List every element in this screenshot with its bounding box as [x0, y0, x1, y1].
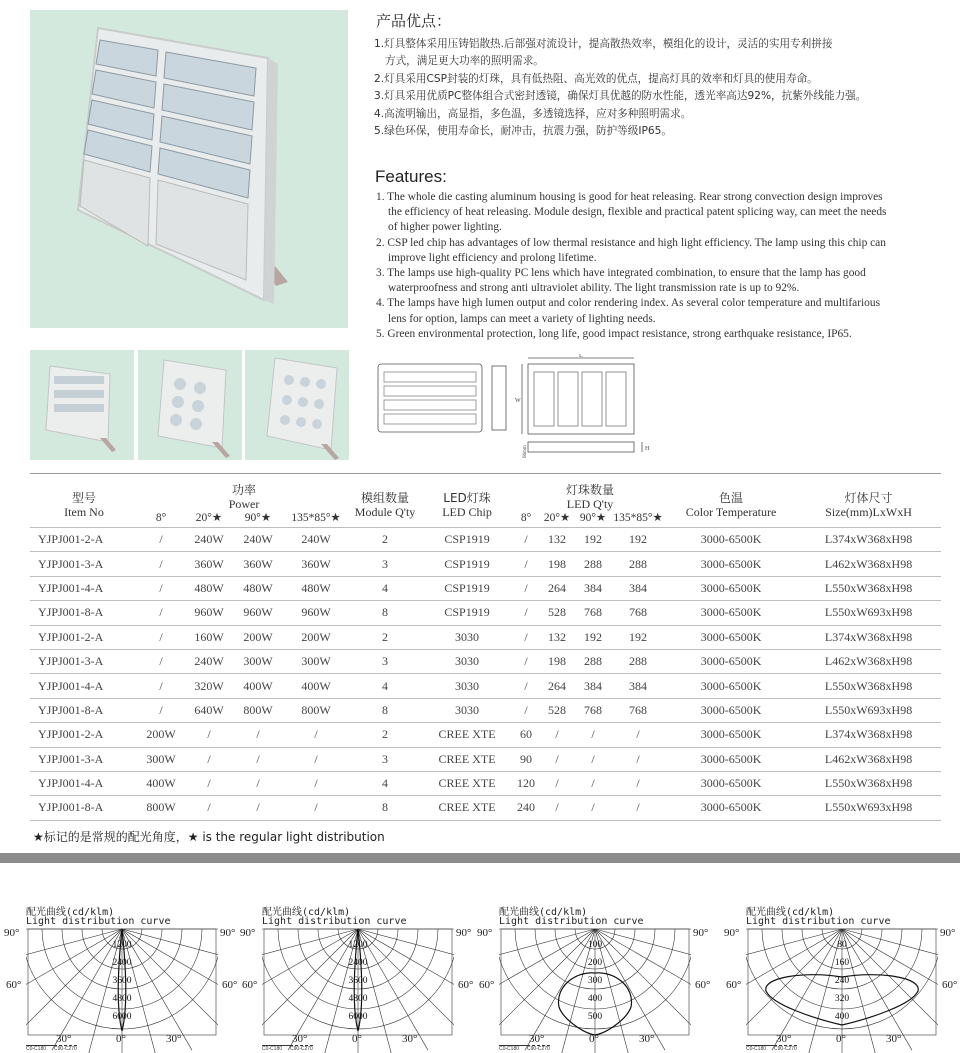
- table-cell: CSP1919: [420, 601, 514, 625]
- table-cell: 4: [350, 771, 420, 795]
- advantage-item: 3.灯具采用优质PC整体组合式密封透镜，确保灯具优越的防水性能，透光率高达92%，抗紫外线能力强。: [374, 90, 867, 103]
- table-cell: 3030: [420, 625, 514, 649]
- table-cell: /: [282, 771, 350, 795]
- length-label: L: [579, 354, 583, 359]
- table-cell: 4: [350, 576, 420, 600]
- table-cell: 3000-6500K: [666, 552, 796, 576]
- table-cell: /: [576, 771, 610, 795]
- table-row: [30, 747, 941, 771]
- table-cell: 3030: [420, 674, 514, 698]
- scale-label: 100: [587, 940, 603, 950]
- table-cell: YJPJ001-4-A: [30, 771, 138, 795]
- table-cell: YJPJ001-8-A: [30, 698, 138, 722]
- angle-label: 90°: [456, 927, 472, 939]
- table-cell: 3: [350, 552, 420, 576]
- scale-label: 500: [587, 1012, 603, 1022]
- table-cell: 3030: [420, 698, 514, 722]
- features-list: [376, 190, 946, 342]
- angle-label: 60°: [726, 979, 742, 991]
- legend-c0-c180: C0-C180: [26, 1045, 54, 1052]
- advantages-title: 产品优点：: [376, 12, 452, 30]
- table-cell: 3000-6500K: [666, 747, 796, 771]
- table-row: [30, 601, 941, 625]
- feature-item: 5. Green environmental protection, long life, good impact resistance, strong earthquake resistance, IP65.: [376, 327, 852, 340]
- header-module-qty: 模组数量 Module Q'ty: [354, 491, 416, 519]
- curve-title-cn: 配光曲线(cd/klm): [26, 907, 115, 918]
- table-cell: /: [234, 771, 282, 795]
- angle-label: 30°: [292, 1033, 308, 1045]
- table-cell: /: [138, 601, 184, 625]
- legend-c90-c270: C90-C270: [54, 1046, 77, 1052]
- table-cell: /: [610, 723, 666, 747]
- table-cell: 800W: [234, 698, 282, 722]
- table-cell: /: [514, 698, 538, 722]
- table-cell: /: [282, 796, 350, 820]
- table-cell: /: [138, 528, 184, 552]
- table-cell: 384: [576, 674, 610, 698]
- feature-item-continued: improve light efficiency and prolong lifetime.: [388, 251, 597, 264]
- angle-label: 60°: [942, 979, 958, 991]
- angle-label: 30°: [402, 1033, 418, 1045]
- table-cell: CREE XTE: [420, 723, 514, 747]
- table-cell: 2: [350, 723, 420, 747]
- floodlight-illustration: [30, 10, 348, 328]
- table-cell: YJPJ001-2-A: [30, 723, 138, 747]
- table-cell: L462xW368xH98: [796, 747, 941, 771]
- curve-legend: [26, 1046, 77, 1052]
- angle-label: 60°: [6, 979, 22, 991]
- table-row: [30, 674, 941, 698]
- product-thumbnail[interactable]: [30, 350, 134, 460]
- table-cell: CSP1919: [420, 576, 514, 600]
- section-divider: [0, 853, 960, 863]
- advantage-item: 1.灯具整体采用压铸铝散热.后部强对流设计，提高散热效率，模组化的设计，灵活的实用专利拼接: [374, 38, 833, 50]
- table-row: [30, 796, 941, 820]
- table-cell: 3000-6500K: [666, 528, 796, 552]
- table-cell: /: [514, 625, 538, 649]
- table-cell: 480W: [282, 576, 350, 600]
- table-cell: L374xW368xH98: [796, 625, 941, 649]
- table-cell: L374xW368xH98: [796, 723, 941, 747]
- angle-label: 30°: [639, 1033, 655, 1045]
- table-cell: CSP1919: [420, 552, 514, 576]
- table-cell: /: [234, 723, 282, 747]
- table-cell: 288: [576, 649, 610, 673]
- table-cell: /: [138, 674, 184, 698]
- scale-label: 300: [587, 976, 603, 986]
- table-cell: 198: [538, 552, 576, 576]
- table-cell: 800W: [282, 698, 350, 722]
- feature-item: 1. The whole die casting aluminum housing is good for heat releasing. Rear strong convection design improves: [376, 191, 883, 203]
- table-cell: 360W: [234, 552, 282, 576]
- header-power: 功率 Power: [228, 483, 260, 511]
- angle-label: 60°: [242, 979, 258, 991]
- table-cell: 300W: [282, 649, 350, 673]
- scale-label: 2400: [348, 958, 368, 968]
- table-cell: 960W: [184, 601, 234, 625]
- table-row: [30, 723, 941, 747]
- table-cell: /: [138, 625, 184, 649]
- table-row: [30, 528, 941, 552]
- table-cell: 8: [350, 601, 420, 625]
- table-cell: /: [234, 747, 282, 771]
- dimension-drawings: [370, 354, 670, 460]
- table-cell: 3000-6500K: [666, 576, 796, 600]
- feature-item-continued: of higher power lighting.: [388, 221, 502, 234]
- table-cell: 360W: [282, 552, 350, 576]
- table-cell: YJPJ001-8-A: [30, 601, 138, 625]
- table-cell: 192: [576, 625, 610, 649]
- scale-label: 1200: [348, 940, 368, 950]
- width-label: W: [515, 398, 521, 404]
- table-cell: CSP1919: [420, 528, 514, 552]
- table-cell: 3000-6500K: [666, 796, 796, 820]
- table-cell: 360W: [184, 552, 234, 576]
- floodlight-thumb-icon: [30, 350, 134, 460]
- height-label: H: [645, 446, 650, 452]
- table-cell: 320W: [184, 674, 234, 698]
- table-cell: 264: [538, 674, 576, 698]
- table-cell: 2: [350, 625, 420, 649]
- curve-legend: [499, 1046, 550, 1052]
- table-cell: YJPJ001-3-A: [30, 747, 138, 771]
- scale-label: 3600: [348, 976, 368, 986]
- header-size: 灯体尺寸 Size(mm)LxWxH: [825, 491, 912, 519]
- header-angle: 90°★: [244, 512, 272, 524]
- table-cell: /: [538, 796, 576, 820]
- table-cell: /: [184, 747, 234, 771]
- product-thumbnail[interactable]: [245, 350, 349, 460]
- table-cell: 120: [514, 771, 538, 795]
- table-cell: YJPJ001-2-A: [30, 528, 138, 552]
- scale-label: 6000: [348, 1012, 368, 1022]
- scale-label: 320: [834, 994, 850, 1004]
- curve-title-en: Light distribution curve: [262, 916, 407, 927]
- table-cell: 288: [610, 649, 666, 673]
- table-cell: 400W: [138, 771, 184, 795]
- features-title: Features:: [375, 167, 447, 186]
- table-cell: YJPJ001-4-A: [30, 674, 138, 698]
- curve-title-en: Light distribution curve: [746, 916, 891, 927]
- angle-label: 30°: [529, 1033, 545, 1045]
- legend-c0-c180: C0-C180: [746, 1045, 774, 1052]
- curve-title-en: Light distribution curve: [26, 916, 171, 927]
- angle-label: 60°: [222, 979, 238, 991]
- scale-label: 3600: [112, 976, 132, 986]
- curve-title-en: Light distribution curve: [499, 916, 644, 927]
- table-cell: L462xW368xH98: [796, 552, 941, 576]
- table-cell: 480W: [184, 576, 234, 600]
- feature-item-continued: the efficiency of heat releasing. Module design, flexible and practical patent splicing way, can meet the needs: [388, 206, 887, 219]
- scale-label: 160: [834, 958, 850, 968]
- table-cell: L550xW368xH98: [796, 576, 941, 600]
- table-cell: /: [610, 771, 666, 795]
- curve-title-cn: 配光曲线(cd/klm): [262, 907, 351, 918]
- table-cell: /: [514, 576, 538, 600]
- scale-label: 400: [587, 994, 603, 1004]
- angle-label: 30°: [56, 1033, 72, 1045]
- angle-label: 0°: [352, 1033, 362, 1045]
- table-cell: 480W: [234, 576, 282, 600]
- star-note: ★标记的是常规的配光角度，★ is the regular light distribution: [33, 830, 385, 844]
- angle-label: 0°: [116, 1033, 126, 1045]
- table-cell: /: [538, 723, 576, 747]
- scale-label: 240: [834, 976, 850, 986]
- table-cell: 288: [610, 552, 666, 576]
- table-cell: 3000-6500K: [666, 601, 796, 625]
- table-cell: 160W: [184, 625, 234, 649]
- table-cell: CREE XTE: [420, 771, 514, 795]
- table-row: [30, 649, 941, 673]
- angle-label: 60°: [695, 979, 711, 991]
- table-cell: 132: [538, 528, 576, 552]
- table-cell: 768: [610, 698, 666, 722]
- table-row: [30, 576, 941, 600]
- table-cell: 300W: [138, 747, 184, 771]
- table-cell: /: [538, 771, 576, 795]
- table-cell: /: [610, 796, 666, 820]
- table-cell: L550xW693xH98: [796, 698, 941, 722]
- feature-item: 2. CSP led chip has advantages of low thermal resistance and high light efficiency. The lamp using this chip can: [376, 236, 886, 249]
- table-cell: 640W: [184, 698, 234, 722]
- table-cell: 384: [576, 576, 610, 600]
- table-cell: 384: [610, 674, 666, 698]
- table-cell: 3000-6500K: [666, 771, 796, 795]
- legend-c90-c270: C90-C270: [290, 1046, 313, 1052]
- height-dimension-label: 66mm: [523, 445, 528, 458]
- light-distribution-chart: [477, 903, 713, 1053]
- angle-label: 90°: [4, 927, 20, 939]
- header-angle: 8°: [520, 512, 532, 524]
- scale-label: 1200: [112, 940, 132, 950]
- table-cell: /: [138, 698, 184, 722]
- header-angle: 90°★: [579, 512, 607, 524]
- table-cell: 240W: [184, 649, 234, 673]
- table-cell: 528: [538, 601, 576, 625]
- feature-item: 3. The lamps use high-quality PC lens which have integrated combination, to ensure that the lamp has good: [376, 267, 866, 280]
- table-cell: YJPJ001-2-A: [30, 625, 138, 649]
- table-cell: 192: [610, 528, 666, 552]
- scale-label: 80: [837, 940, 847, 950]
- angle-label: 60°: [479, 979, 495, 991]
- light-distribution-chart: [240, 903, 476, 1053]
- light-distribution-chart: [4, 903, 240, 1053]
- table-cell: 384: [610, 576, 666, 600]
- table-cell: /: [138, 552, 184, 576]
- table-cell: 3030: [420, 649, 514, 673]
- header-color-temperature: 色温 Color Temperature: [685, 491, 777, 519]
- table-cell: 3: [350, 747, 420, 771]
- advantage-item: 2.灯具采用CSP封装的灯珠，具有低热阻、高光效的优点，提高灯具的效率和灯具的使用寿命。: [374, 72, 818, 85]
- feature-item-continued: lens for option, lamps can meet a variety of lighting needs.: [388, 312, 656, 325]
- advantage-item: 5.绿色环保，使用寿命长，耐冲击，抗震力强，防护等级IP65。: [374, 125, 672, 138]
- scale-label: 4800: [112, 994, 132, 1004]
- table-row: [30, 771, 941, 795]
- curve-title-cn: 配光曲线(cd/klm): [499, 907, 588, 918]
- table-cell: 200W: [138, 723, 184, 747]
- table-cell: 300W: [234, 649, 282, 673]
- table-cell: 960W: [234, 601, 282, 625]
- table-cell: L550xW368xH98: [796, 771, 941, 795]
- table-cell: L462xW368xH98: [796, 649, 941, 673]
- scale-label: 200: [587, 958, 603, 968]
- table-cell: /: [138, 649, 184, 673]
- light-distribution-chart: [724, 903, 960, 1053]
- table-cell: 400W: [234, 674, 282, 698]
- table-cell: /: [538, 747, 576, 771]
- table-cell: 528: [538, 698, 576, 722]
- table-cell: YJPJ001-3-A: [30, 649, 138, 673]
- table-cell: L550xW693xH98: [796, 601, 941, 625]
- angle-label: 90°: [693, 927, 709, 939]
- header-angle: 20°★: [543, 512, 571, 524]
- table-cell: 192: [576, 528, 610, 552]
- table-cell: 3000-6500K: [666, 698, 796, 722]
- table-cell: 2: [350, 528, 420, 552]
- legend-c90-c270: C90-C270: [774, 1046, 797, 1052]
- header-led-chip: LED灯珠 LED Chip: [442, 491, 492, 519]
- curve-legend: [746, 1046, 797, 1052]
- header-led-qty: 灯珠数量 LED Q'ty: [566, 483, 615, 511]
- angle-label: 30°: [166, 1033, 182, 1045]
- angle-label: 30°: [776, 1033, 792, 1045]
- table-cell: CREE XTE: [420, 747, 514, 771]
- scale-label: 6000: [112, 1012, 132, 1022]
- table-cell: /: [610, 747, 666, 771]
- scale-label: 2400: [112, 958, 132, 968]
- table-cell: L374xW368xH98: [796, 528, 941, 552]
- angle-label: 90°: [220, 927, 236, 939]
- table-cell: /: [234, 796, 282, 820]
- table-cell: /: [514, 649, 538, 673]
- table-cell: /: [184, 723, 234, 747]
- table-cell: 192: [610, 625, 666, 649]
- product-main-image: [30, 10, 348, 328]
- table-cell: /: [576, 723, 610, 747]
- curve-title-cn: 配光曲线(cd/klm): [746, 907, 835, 918]
- table-cell: 400W: [282, 674, 350, 698]
- angle-label: 90°: [940, 927, 956, 939]
- header-angle: 8°: [155, 512, 167, 524]
- table-cell: /: [576, 796, 610, 820]
- curve-legend: [262, 1046, 313, 1052]
- table-cell: 768: [576, 601, 610, 625]
- table-cell: 3: [350, 649, 420, 673]
- table-cell: 8: [350, 796, 420, 820]
- legend-c0-c180: C0-C180: [262, 1045, 290, 1052]
- table-cell: /: [184, 771, 234, 795]
- table-cell: 240W: [184, 528, 234, 552]
- table-cell: 960W: [282, 601, 350, 625]
- table-cell: /: [514, 674, 538, 698]
- table-cell: 3000-6500K: [666, 674, 796, 698]
- header-angle: 135*85°★: [291, 512, 341, 524]
- table-cell: 3000-6500K: [666, 625, 796, 649]
- table-cell: /: [184, 796, 234, 820]
- table-cell: 288: [576, 552, 610, 576]
- table-cell: 132: [538, 625, 576, 649]
- header-item-no: 型号 Item No: [64, 491, 104, 519]
- table-cell: YJPJ001-8-A: [30, 796, 138, 820]
- table-cell: L550xW693xH98: [796, 796, 941, 820]
- table-cell: /: [514, 528, 538, 552]
- table-cell: 198: [538, 649, 576, 673]
- advantage-item-continued: 方式，满足更大功率的照明需求。: [385, 55, 544, 68]
- header-angle: 20°★: [195, 512, 223, 524]
- table-cell: /: [138, 576, 184, 600]
- product-thumbnail[interactable]: [138, 350, 242, 460]
- table-cell: /: [282, 723, 350, 747]
- feature-item-continued: waterproofness and strong anti ultraviolet ability. The light transmission rate is up to 92%.: [388, 282, 800, 295]
- angle-label: 0°: [589, 1033, 599, 1045]
- table-cell: /: [514, 552, 538, 576]
- legend-c0-c180: C0-C180: [499, 1045, 527, 1052]
- angle-label: 90°: [724, 927, 740, 939]
- table-cell: 3000-6500K: [666, 649, 796, 673]
- spec-table: [30, 474, 941, 821]
- table-cell: /: [576, 747, 610, 771]
- table-cell: /: [514, 601, 538, 625]
- table-cell: 240: [514, 796, 538, 820]
- table-cell: 3000-6500K: [666, 723, 796, 747]
- table-cell: CREE XTE: [420, 796, 514, 820]
- angle-label: 60°: [458, 979, 474, 991]
- floodlight-thumb-icon: [138, 350, 242, 460]
- angle-label: 90°: [240, 927, 256, 939]
- table-cell: 200W: [282, 625, 350, 649]
- table-cell: 768: [610, 601, 666, 625]
- table-cell: 60: [514, 723, 538, 747]
- advantage-item: 4.高流明输出，高显指，多色温，多透镜选择，应对多种照明需求。: [374, 107, 692, 120]
- table-cell: 240W: [234, 528, 282, 552]
- table-cell: 90: [514, 747, 538, 771]
- floodlight-thumb-icon: [245, 350, 349, 460]
- header-angle: 135*85°★: [613, 512, 663, 524]
- table-cell: /: [282, 747, 350, 771]
- scale-label: 400: [834, 1012, 850, 1022]
- table-cell: YJPJ001-4-A: [30, 576, 138, 600]
- advantages-list: [374, 36, 948, 140]
- feature-item: 4. The lamps have high lumen output and color rendering index. As several color temperature and multifarious: [376, 297, 881, 310]
- scale-label: 4800: [348, 994, 368, 1004]
- table-cell: 264: [538, 576, 576, 600]
- angle-label: 0°: [836, 1033, 846, 1045]
- table-cell: 768: [576, 698, 610, 722]
- angle-label: 90°: [477, 927, 493, 939]
- table-cell: 200W: [234, 625, 282, 649]
- table-cell: 8: [350, 698, 420, 722]
- spec-table-body: [30, 528, 941, 821]
- angle-label: 30°: [886, 1033, 902, 1045]
- table-cell: YJPJ001-3-A: [30, 552, 138, 576]
- table-cell: 4: [350, 674, 420, 698]
- legend-c90-c270: C90-C270: [527, 1046, 550, 1052]
- table-row: [30, 625, 941, 649]
- table-cell: L550xW368xH98: [796, 674, 941, 698]
- table-cell: 800W: [138, 796, 184, 820]
- table-row: [30, 552, 941, 576]
- table-row: [30, 698, 941, 722]
- table-cell: 240W: [282, 528, 350, 552]
